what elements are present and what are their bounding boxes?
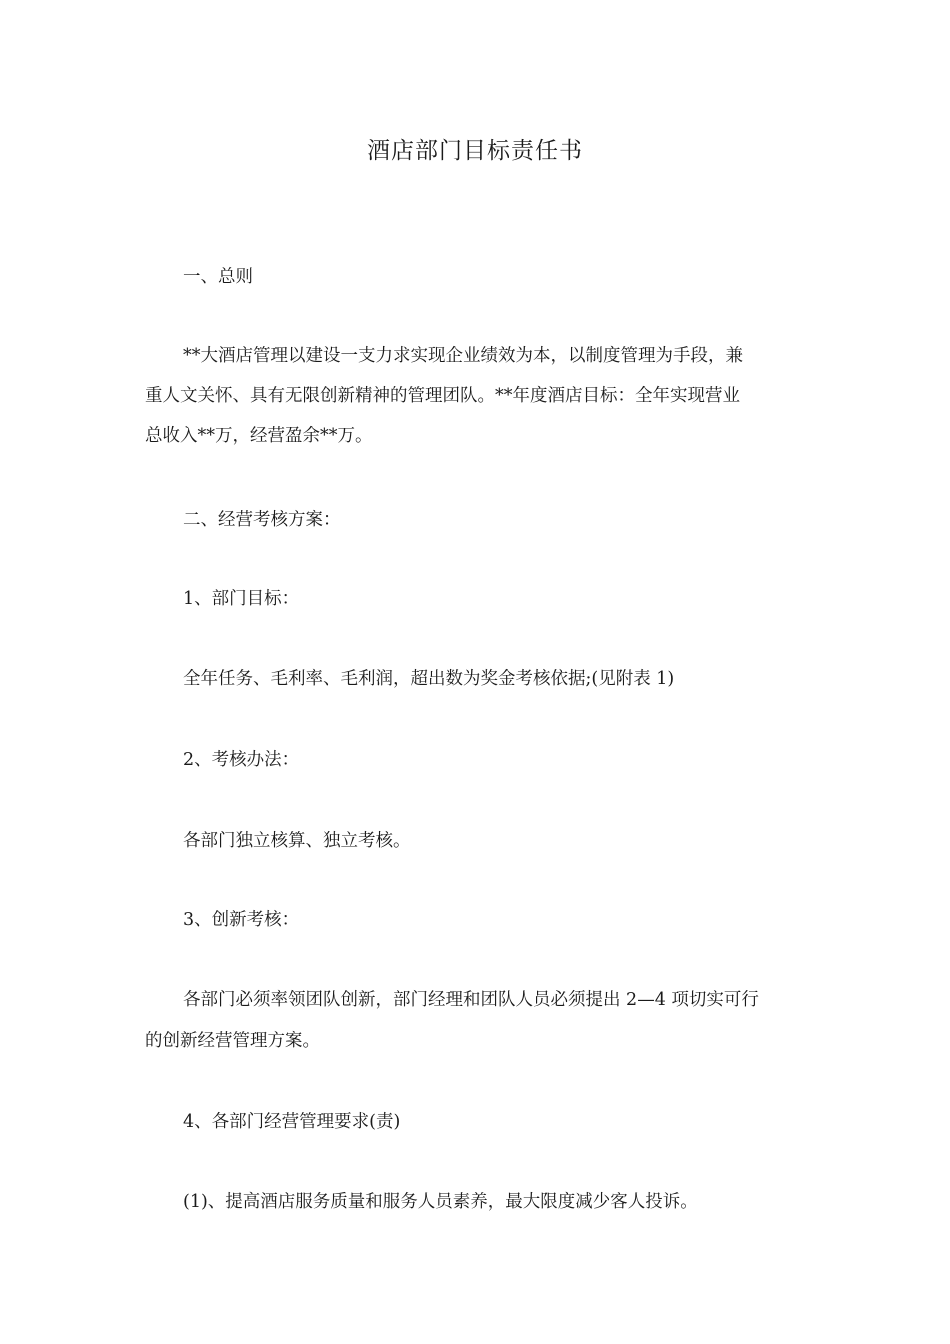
paragraph-line: 的创新经营管理方案。	[145, 1031, 320, 1051]
section-heading-assessment: 二、经营考核方案：	[183, 510, 341, 530]
paragraph-line: 重人文关怀、具有无限创新精神的管理团队。**年度酒店目标：全年实现营业	[145, 386, 740, 406]
paragraph-line: 各部门必须率领团队创新，部门经理和团队人员必须提出 2—4 项切实可行	[183, 990, 759, 1010]
section-heading-general: 一、总则	[183, 267, 253, 287]
item-heading-department-goal: 1、部门目标：	[183, 589, 300, 609]
paragraph-line: **大酒店管理以建设一支力求实现企业绩效为本，以制度管理为手段，兼	[183, 346, 743, 366]
item-heading-assessment-method: 2、考核办法：	[183, 750, 300, 770]
document-title: 酒店部门目标责任书	[367, 138, 583, 164]
item-text-assessment-method: 各部门独立核算、独立考核。	[183, 831, 411, 851]
item-heading-innovation: 3、创新考核：	[183, 910, 300, 930]
item-text-department-goal: 全年任务、毛利率、毛利润，超出数为奖金考核依据;(见附表 1)	[183, 669, 675, 689]
paragraph-line: 总收入**万，经营盈余**万。	[145, 426, 373, 446]
item-heading-requirements: 4、各部门经营管理要求(责)	[183, 1112, 401, 1132]
item-sub-requirement-1: (1)、提高酒店服务质量和服务人员素养，最大限度减少客人投诉。	[183, 1192, 698, 1212]
